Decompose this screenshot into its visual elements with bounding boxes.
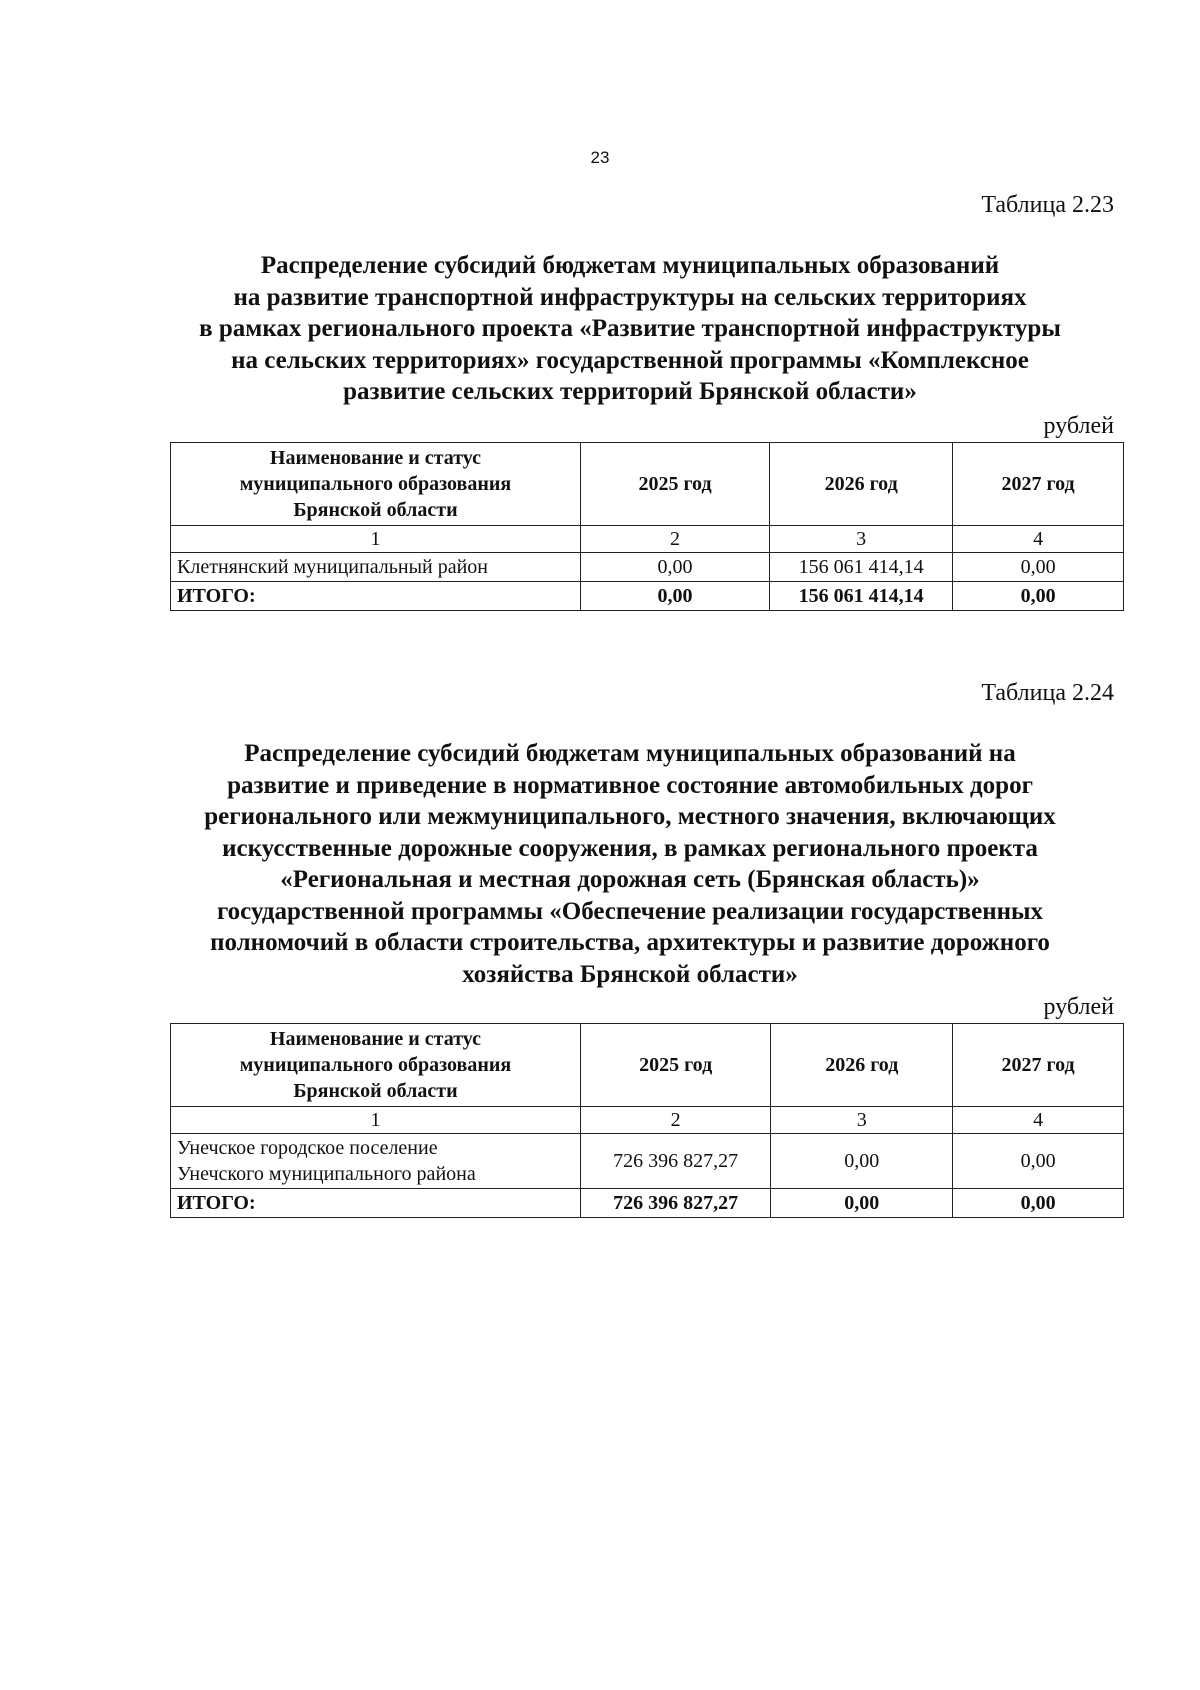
table-row bbox=[171, 1134, 1124, 1189]
column-number-row bbox=[171, 1107, 1124, 1134]
table-title-2-23 bbox=[160, 250, 1100, 408]
header-name bbox=[171, 443, 581, 526]
data-table-2-24 bbox=[170, 1023, 1124, 1218]
total-label: ИТОГО: bbox=[171, 1189, 581, 1218]
title-line: Распределение субсидий бюджетам муниципальных образований bbox=[260, 252, 1000, 279]
column-number: 4 bbox=[953, 526, 1124, 553]
value-2025: 726 396 827,27 bbox=[580, 1134, 770, 1189]
units-label-2-23: рублей bbox=[1043, 413, 1114, 439]
header-name-line: Наименование и статус bbox=[269, 1028, 482, 1050]
total-2026: 156 061 414,14 bbox=[770, 582, 953, 611]
title-line: Распределение субсидий бюджетам муниципальных образований на bbox=[244, 740, 1016, 767]
value-2025: 0,00 bbox=[580, 553, 769, 582]
table-label-2-23: Таблица 2.23 bbox=[981, 192, 1114, 218]
page-number: 23 bbox=[590, 148, 610, 167]
header-2025: 2025 год bbox=[580, 1024, 770, 1107]
title-line: на сельских территориях» государственной программы «Комплексное bbox=[231, 346, 1029, 374]
title-line: «Региональная и местная дорожная сеть (Брянская область)» bbox=[280, 866, 980, 893]
column-number: 1 bbox=[171, 1107, 581, 1134]
title-line: в рамках регионального проекта «Развитие транспортной инфраструктуры bbox=[199, 315, 1061, 342]
column-number: 1 bbox=[171, 526, 581, 553]
header-2027: 2027 год bbox=[953, 1024, 1124, 1107]
column-number: 2 bbox=[580, 1107, 770, 1134]
header-2027: 2027 год bbox=[953, 443, 1124, 526]
title-line: регионального или межмуниципального, местного значения, включающих bbox=[204, 803, 1056, 830]
municipality-name-line: Унечского муниципального района bbox=[177, 1163, 476, 1185]
header-name bbox=[171, 1024, 581, 1107]
header-name-line: Брянской области bbox=[293, 499, 458, 521]
total-2025: 726 396 827,27 bbox=[580, 1189, 770, 1218]
title-line: на развитие транспортной инфраструктуры на сельских территориях bbox=[233, 283, 1027, 311]
header-2026: 2026 год bbox=[770, 443, 953, 526]
municipality-name bbox=[171, 1134, 581, 1189]
column-number-row bbox=[171, 526, 1124, 553]
total-2025: 0,00 bbox=[580, 582, 769, 611]
municipality-name-line: Унечское городское поселение bbox=[177, 1137, 438, 1159]
header-name-line: Наименование и статус bbox=[269, 447, 482, 469]
title-line: государственной программы «Обеспечение реализации государственных bbox=[216, 897, 1044, 925]
data-table-2-23 bbox=[170, 442, 1124, 611]
header-2026: 2026 год bbox=[771, 1024, 953, 1107]
municipality-name: Клетнянский муниципальный район bbox=[171, 553, 581, 582]
total-row bbox=[171, 582, 1124, 611]
title-line: развитие сельских территорий Брянской области» bbox=[343, 378, 917, 405]
total-2027: 0,00 bbox=[953, 582, 1124, 611]
table-label-2-24: Таблица 2.24 bbox=[981, 680, 1114, 706]
units-label-2-24: рублей bbox=[1043, 994, 1114, 1020]
header-name-line: муниципального образования bbox=[239, 1054, 512, 1076]
title-line: хозяйства Брянской области» bbox=[462, 960, 798, 988]
value-2026: 156 061 414,14 bbox=[770, 553, 953, 582]
table-row bbox=[171, 553, 1124, 582]
value-2027: 0,00 bbox=[953, 553, 1124, 582]
title-line: развитие и приведение в нормативное состояние автомобильных дорог bbox=[227, 771, 1033, 799]
column-number: 2 bbox=[580, 526, 769, 553]
column-number: 3 bbox=[771, 1107, 953, 1134]
column-number: 3 bbox=[770, 526, 953, 553]
table-header-row bbox=[171, 443, 1124, 526]
header-2025: 2025 год bbox=[580, 443, 769, 526]
total-label: ИТОГО: bbox=[171, 582, 581, 611]
title-line: искусственные дорожные сооружения, в рамках регионального проекта bbox=[222, 834, 1038, 862]
value-2026: 0,00 bbox=[771, 1134, 953, 1189]
title-line: полномочий в области строительства, архитектуры и развитие дорожного bbox=[210, 929, 1050, 956]
header-name-line: муниципального образования bbox=[239, 473, 512, 495]
table-title-2-24 bbox=[160, 738, 1100, 990]
column-number: 4 bbox=[953, 1107, 1124, 1134]
header-name-line: Брянской области bbox=[293, 1080, 458, 1102]
total-2026: 0,00 bbox=[771, 1189, 953, 1218]
total-2027: 0,00 bbox=[953, 1189, 1124, 1218]
value-2027: 0,00 bbox=[953, 1134, 1124, 1189]
table-header-row bbox=[171, 1024, 1124, 1107]
total-row bbox=[171, 1189, 1124, 1218]
